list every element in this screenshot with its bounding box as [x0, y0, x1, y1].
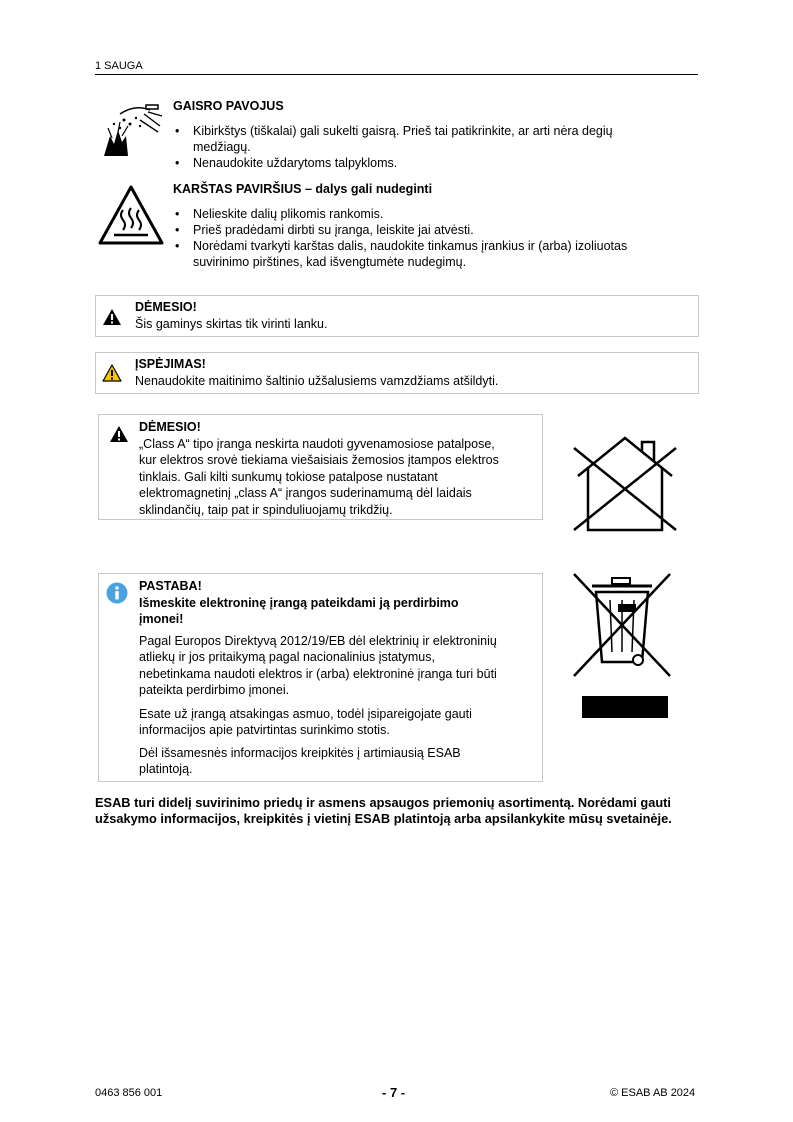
text-line: platintoją. — [139, 762, 193, 777]
note-subtitle — [139, 595, 539, 628]
hot-surface-list — [173, 206, 673, 270]
text-line: ESAB turi didelį suvirinimo priedų ir asmens apsaugos priemonių asortimentą. Norėdami gauti — [95, 795, 671, 810]
text-line: pateikta perdirbimo įmonei. — [139, 683, 290, 698]
caution-box — [95, 295, 699, 337]
text-line: įmonei! — [139, 612, 184, 627]
header-rule — [95, 74, 698, 75]
warning-icon — [102, 364, 122, 382]
text-line: informacijos apie patvirtintas surinkimo stotis. — [139, 723, 390, 738]
text-line: Išmeskite elektroninę įrangą pateikdami ją perdirbimo — [139, 596, 459, 610]
closing-statement — [95, 795, 705, 828]
text-line: atliekų ir jos pritaikymą pagal nacionalinius įstatymus, — [139, 650, 435, 665]
document-number: 0463 856 001 — [95, 1087, 163, 1099]
text-line: kur elektros srovė tiekiama viešaisiais žemosios įtampos elektros — [139, 453, 499, 468]
hot-surface-icon — [97, 184, 165, 246]
note-paragraph-directive — [139, 633, 539, 699]
caution-icon — [109, 425, 129, 443]
fire-hazard-title: GAISRO PAVOJUS — [173, 99, 284, 113]
class-a-caution-text — [139, 436, 539, 518]
fire-hazard-list — [173, 123, 673, 171]
caution-icon — [102, 308, 122, 326]
note-paragraph-contact — [139, 745, 539, 778]
copyright: © ESAB AB 2024 — [610, 1087, 696, 1099]
list-item: • Nenaudokite uždarytoms talpykloms. — [173, 155, 673, 171]
warning-text: Nenaudokite maitinimo šaltinio užšalusiems vamzdžiams atšildyti. — [135, 374, 499, 388]
text-line: Esate už įrangą atsakingas asmuo, todėl įsipareigojate gauti — [139, 707, 472, 721]
text-line: nebetinkama naudoti elektros ir (arba) elektroninė įranga turi būti — [139, 666, 497, 681]
no-residential-use-icon — [570, 434, 680, 532]
caution-title: DĖMESIO! — [135, 300, 197, 314]
fire-hazard-icon — [100, 102, 164, 158]
info-icon — [106, 582, 128, 604]
section-header: 1 SAUGA — [95, 60, 143, 72]
text-line: sklindančių, taip pat ir spinduliuojamų trikdžių. — [139, 502, 393, 517]
note-paragraph-responsibility — [139, 706, 539, 739]
text-line: Pagal Europos Direktyvą 2012/19/EB dėl elektrinių ir elektroninių — [139, 634, 497, 648]
warning-box — [95, 352, 699, 394]
class-a-caution-box — [98, 414, 543, 520]
weee-crossed-bin-icon — [570, 572, 674, 720]
recycling-note-box — [98, 573, 543, 782]
note-title: PASTABA! — [139, 579, 202, 593]
text-line: „Class A“ tipo įranga neskirta naudoti gyvenamosiose patalpose, — [139, 437, 495, 451]
warning-title: ĮSPĖJIMAS! — [135, 357, 206, 371]
hot-surface-title: KARŠTAS PAVIRŠIUS – dalys gali nudeginti — [173, 182, 433, 196]
class-a-caution-title: DĖMESIO! — [139, 420, 201, 434]
text-line: užsakymo informacijos, kreipkitės į vietinį ESAB platintoją arba apsilankykite mūsų svetainėje. — [95, 811, 672, 827]
list-item: • Prieš pradėdami dirbti su įranga, leiskite jai atvėsti. — [173, 222, 673, 238]
list-item: • Kibirkštys (tiškalai) gali sukelti gaisrą. Prieš tai patikrinkite, ar arti nėra degių medžiagų. — [173, 123, 673, 155]
text-line: tinklais. Gali kilti sunkumų tokiose patalpose nustatant — [139, 469, 438, 484]
text-line: Dėl išsamesnės informacijos kreipkitės į artimiausią ESAB — [139, 746, 461, 760]
text-line: elektromagnetinį „class A“ įrangos suderinamumą dėl laidais — [139, 486, 472, 501]
page-number: - 7 - — [382, 1085, 406, 1100]
caution-text: Šis gaminys skirtas tik virinti lanku. — [135, 317, 328, 331]
list-item: • Norėdami tvarkyti karštas dalis, naudokite tinkamus įrankius ir (arba) izoliuotas suvirinimo pirštines, kad išvengtumėte nudegimų. — [173, 238, 673, 270]
list-item: • Nelieskite dalių plikomis rankomis. — [173, 206, 673, 222]
